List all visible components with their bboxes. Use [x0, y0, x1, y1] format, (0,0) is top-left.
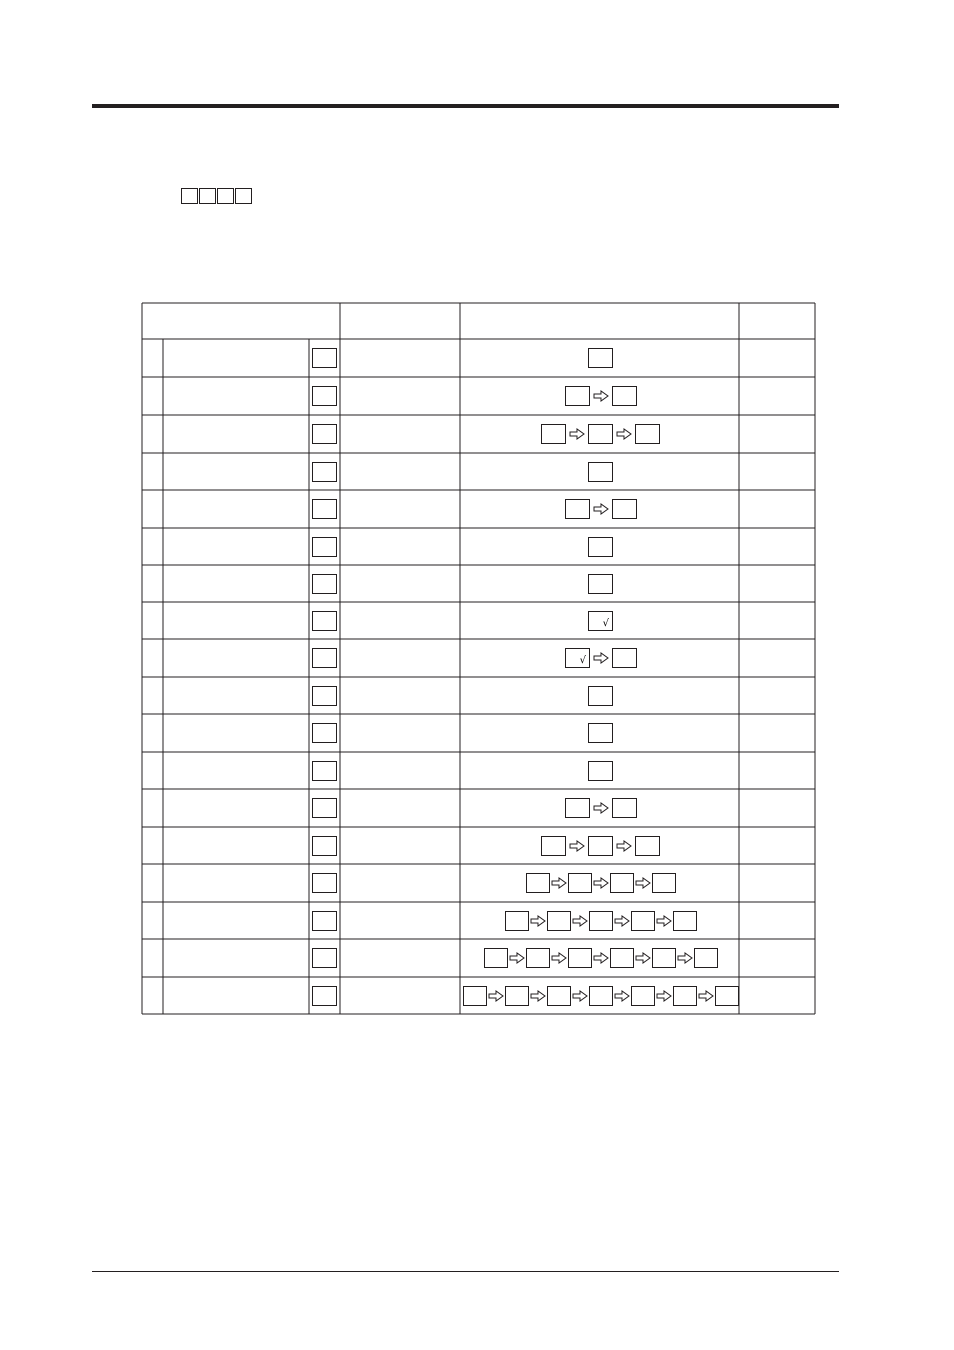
sequence-key-box	[547, 911, 571, 931]
sequence-key-box	[715, 986, 739, 1006]
sequence-key-box	[565, 499, 590, 519]
sequence-key-box	[526, 948, 550, 968]
right-arrow-icon	[656, 990, 672, 1002]
row-key-box	[312, 948, 337, 968]
row-key-box	[312, 574, 337, 594]
sequence-key-box	[588, 537, 613, 557]
right-arrow-icon	[593, 877, 609, 889]
sequence-key-box	[588, 348, 613, 368]
sequence-key-box	[565, 386, 590, 406]
right-arrow-icon	[551, 877, 567, 889]
row-key-box	[312, 798, 337, 818]
row-key-box	[312, 537, 337, 557]
row-key-box	[312, 462, 337, 482]
sequence-key-box	[568, 873, 592, 893]
right-arrow-icon	[593, 802, 609, 814]
right-arrow-icon	[656, 915, 672, 927]
sequence-key-box	[484, 948, 508, 968]
sequence-key-box	[588, 723, 613, 743]
right-arrow-icon	[569, 428, 585, 440]
sequence-key-box	[589, 911, 613, 931]
sequence-key-box	[463, 986, 487, 1006]
sequence-key-box	[694, 948, 718, 968]
sequence-key-box	[505, 986, 529, 1006]
sequence-key-box	[612, 386, 637, 406]
checked-key-box	[588, 611, 613, 631]
sequence-key-box	[547, 986, 571, 1006]
sequence-key-box	[631, 986, 655, 1006]
sequence-key-box	[588, 761, 613, 781]
right-arrow-icon	[509, 952, 525, 964]
check-mark-icon: √	[602, 618, 609, 629]
sequence-key-box	[631, 911, 655, 931]
right-arrow-icon	[677, 952, 693, 964]
row-key-box	[312, 836, 337, 856]
sequence-key-box	[588, 462, 613, 482]
row-key-box	[312, 911, 337, 931]
sequence-key-box	[588, 836, 613, 856]
sequence-key-box	[588, 424, 613, 444]
right-arrow-icon	[616, 428, 632, 440]
sequence-key-box	[588, 574, 613, 594]
right-arrow-icon	[530, 990, 546, 1002]
sequence-key-box	[541, 836, 566, 856]
row-key-box	[312, 611, 337, 631]
row-key-box	[312, 648, 337, 668]
sequence-key-box	[652, 873, 676, 893]
row-key-box	[312, 386, 337, 406]
sequence-key-box	[541, 424, 566, 444]
right-arrow-icon	[635, 877, 651, 889]
sequence-key-box	[612, 648, 637, 668]
row-key-box	[312, 761, 337, 781]
row-key-box	[312, 348, 337, 368]
sequence-key-box	[505, 911, 529, 931]
row-key-box	[312, 986, 337, 1006]
top-rule	[92, 104, 839, 108]
right-arrow-icon	[635, 952, 651, 964]
right-arrow-icon	[593, 503, 609, 515]
header-key	[235, 188, 252, 204]
right-arrow-icon	[698, 990, 714, 1002]
sequence-key-box	[589, 986, 613, 1006]
header-key-group	[181, 188, 253, 204]
header-key	[181, 188, 198, 204]
sequence-key-box	[635, 424, 660, 444]
row-key-box	[312, 499, 337, 519]
right-arrow-icon	[551, 952, 567, 964]
bottom-rule	[92, 1271, 839, 1272]
row-key-box	[312, 686, 337, 706]
right-arrow-icon	[569, 840, 585, 852]
sequence-key-box	[673, 911, 697, 931]
header-key	[217, 188, 234, 204]
sequence-key-box	[612, 798, 637, 818]
header-key	[199, 188, 216, 204]
right-arrow-icon	[572, 915, 588, 927]
sequence-key-box	[526, 873, 550, 893]
right-arrow-icon	[530, 915, 546, 927]
check-mark-icon: √	[579, 655, 586, 666]
sequence-key-box	[568, 948, 592, 968]
right-arrow-icon	[614, 990, 630, 1002]
right-arrow-icon	[614, 915, 630, 927]
right-arrow-icon	[593, 652, 609, 664]
row-key-box	[312, 424, 337, 444]
checked-key-box	[565, 648, 590, 668]
sequence-key-box	[673, 986, 697, 1006]
right-arrow-icon	[593, 952, 609, 964]
sequence-key-box	[588, 686, 613, 706]
sequence-key-box	[610, 873, 634, 893]
sequence-key-box	[652, 948, 676, 968]
sequence-key-box	[610, 948, 634, 968]
row-key-box	[312, 723, 337, 743]
right-arrow-icon	[488, 990, 504, 1002]
sequence-key-box	[635, 836, 660, 856]
sequence-key-box	[612, 499, 637, 519]
sequence-key-box	[565, 798, 590, 818]
right-arrow-icon	[572, 990, 588, 1002]
right-arrow-icon	[593, 390, 609, 402]
row-key-box	[312, 873, 337, 893]
right-arrow-icon	[616, 840, 632, 852]
